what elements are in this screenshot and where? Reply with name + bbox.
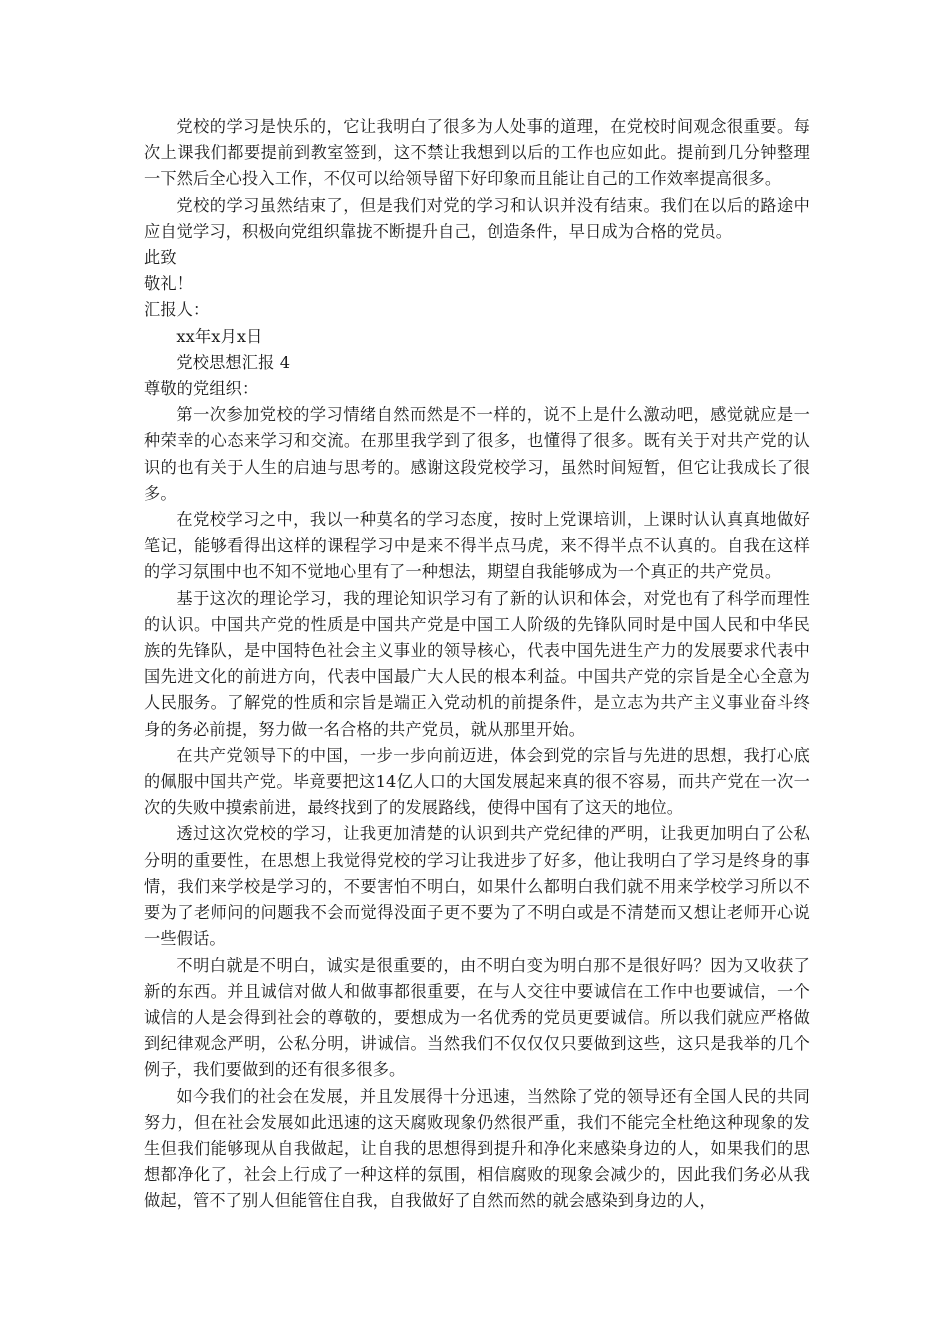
body-paragraph: 如今我们的社会在发展，并且发展得十分迅速，当然除了党的领导还有全国人民的共同努力，但在社会发展如此迅速的这天腐败现象仍然很严重，我们不能完全杜绝这种现象的发生但我们能够现从自我做起，让自我的思想得到提升和净化来感染身边的人，如果我们的思想都净化了，社会上行成了一种这样的氛围，相信腐败的现象会减少的，因此我们务必从我做起，管不了别人但能管住自我，自我做好了自然而然的就会感染到身边的人， — [144, 1086, 810, 1211]
document-page — [144, 114, 810, 1215]
closing-line-2: 敬礼！ — [144, 274, 194, 294]
reporter-label: 汇报人： — [144, 300, 210, 320]
body-paragraph: 党校的学习是快乐的，它让我明白了很多为人处事的道理，在党校时间观念很重要。每次上课我们都要提前到教室签到，这不禁让我想到以后的工作也应如此。提前到几分钟整理一下然后全心投入工作，不仅可以给领导留下好印象而且能让自己的工作效率提高很多。 — [144, 117, 810, 189]
salutation: 尊敬的党组织： — [144, 379, 259, 399]
body-paragraph: 不明白就是不明白，诚实是很重要的，由不明白变为明白那不是很好吗？因为又收获了新的东西。并且诚信对做人和做事都很重要，在与人交往中要诚信在工作中也要诚信，一个诚信的人是会得到社会的尊敬的，要想成为一名优秀的党员更要诚信。所以我们就应严格做到纪律观念严明，公私分明，讲诚信。当然我们不仅仅仅只要做到这些，这只是我举的几个例子，我们要做到的还有很多很多。 — [144, 955, 810, 1080]
body-paragraph: 在党校学习之中，我以一种莫名的学习态度，按时上党课培训，上课时认认真真地做好笔记，能够看得出这样的课程学习中是来不得半点马虎，来不得半点不认真的。自我在这样的学习氛围中也不知不觉地心里有了一种想法，期望自我能够成为一个真正的共产党员。 — [144, 510, 810, 582]
section-title: 党校思想汇报 4 — [176, 352, 291, 372]
body-paragraph: 透过这次党校的学习，让我更加清楚的认识到共产党纪律的严明，让我更加明白了公私分明的重要性，在思想上我觉得党校的学习让我进步了好多，他让我明白了学习是终身的事情，我们来学校是学习的，不要害怕不明白，如果什么都明白我们就不用来学校学习所以不要为了老师问的问题我不会而觉得没面子更不要为了不明白或是不清楚而又想让老师开心说一些假话。 — [144, 824, 810, 949]
body-paragraph: 第一次参加党校的学习情绪自然而然是不一样的，说不上是什么激动吧，感觉就应是一种荣幸的心态来学习和交流。在那里我学到了很多，也懂得了很多。既有关于对共产党的认识的也有关于人生的启迪与思考的。感谢这段党校学习，虽然时间短暂，但它让我成长了很多。 — [144, 405, 810, 503]
body-paragraph: 基于这次的理论学习，我的理论知识学习有了新的认识和体会，对党也有了科学而理性的认识。中国共产党的性质是中国共产党是中国工人阶级的先锋队同时是中国人民和中华民族的先锋队，是中国特色社会主义事业的领导核心，代表中国先进生产力的发展要求代表中国先进文化的前进方向，代表中国最广大人民的根本利益。中国共产党的宗旨是全心全意为人民服务。了解党的性质和宗旨是端正入党动机的前提条件，是立志为共产主义事业奋斗终身的务必前提，努力做一名合格的共产党员，就从那里开始。 — [144, 588, 810, 739]
body-paragraph: 在共产党领导下的中国，一步一步向前迈进，体会到党的宗旨与先进的思想，我打心底的佩服中国共产党。毕竟要把这14亿人口的大国发展起来真的很不容易，而共产党在一次一次的失败中摸索前进，最终找到了的发展路线，使得中国有了这天的地位。 — [144, 745, 810, 818]
closing-line-1: 此致 — [144, 248, 177, 268]
report-date: xx年x月x日 — [176, 326, 263, 346]
body-paragraph: 党校的学习虽然结束了，但是我们对党的学习和认识并没有结束。我们在以后的路途中应自觉学习，积极向党组织靠拢不断提升自己，创造条件，早日成为合格的党员。 — [144, 195, 810, 241]
